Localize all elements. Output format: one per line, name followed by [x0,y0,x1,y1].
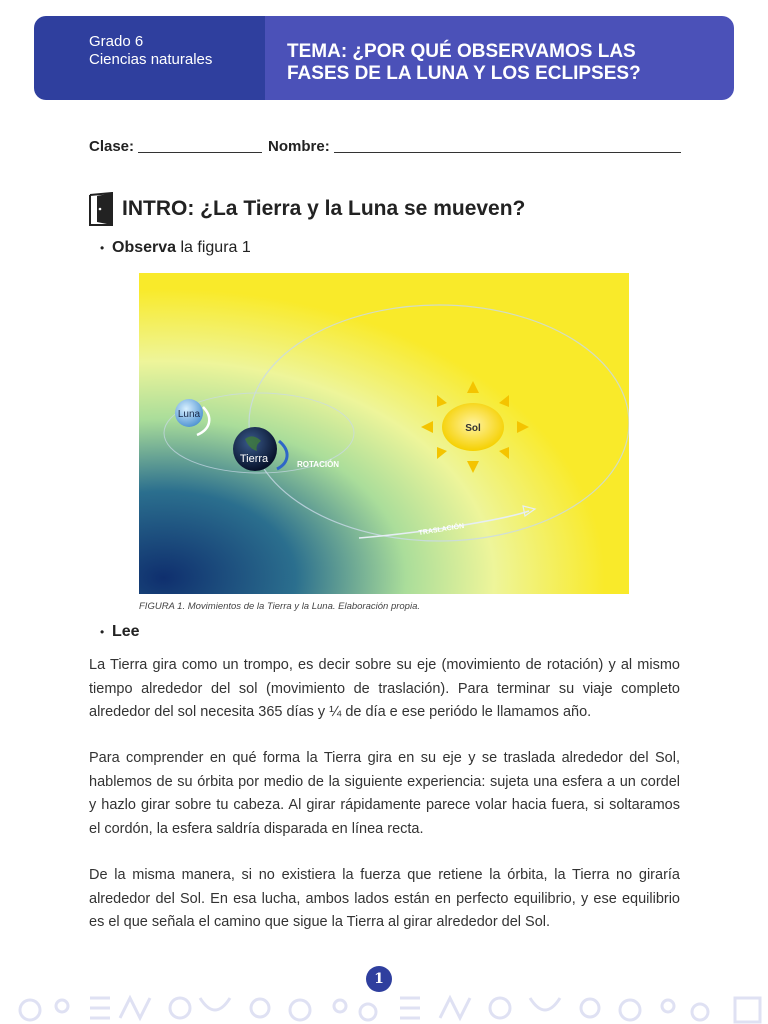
name-label: Nombre: [268,138,330,155]
grade-label: Grado 6 [89,33,144,50]
class-field[interactable] [138,136,262,153]
topic-line-1: TEMA: ¿POR QUÉ OBSERVAMOS LAS [287,41,636,62]
topic-line-2: FASES DE LA LUNA Y LOS ECLIPSES? [287,63,641,84]
class-label: Clase: [89,138,135,155]
student-form [89,136,681,155]
name-field[interactable] [334,136,681,153]
subject-label: Ciencias naturales [89,51,213,68]
paragraph-1: La Tierra gira como un trompo, es decir sobre su eje (movimiento de rotación) y al mismo tiempo alrededor del sol (movimiento de traslación). Para terminar su viaje completo alrededor del sol necesita 365 días y ¼ de día e ese periódo le llamamos año. [89,657,680,720]
paragraph-3: De la misma manera, si no existiera la fuerza que retiene la órbita, la Tierra no giraría alrededor del Sol. En esa lucha, ambos lados están en perfecto equilibrio, y ese equilibrio es el que señala el camino que sigue la Tierra al girar alrededor del Sol. [89,867,680,930]
figure-earth-moon-motion [139,273,629,594]
footer-decorative-pattern [0,992,768,1024]
door-icon [88,192,114,226]
header-topic-block [265,16,734,100]
translation-label: TRASLACIÓN [418,522,465,537]
figure-illustration [139,273,629,594]
header-subject-block [34,16,265,100]
paragraph-2: Para comprender en qué forma la Tierra gira en su eje y se traslada alrededor del Sol, hablemos de su órbita por medio de la siguiente experiencia: sujeta una esfera a un cordel y hazlo girar sobre tu cabeza. Al girar rápidamente parece volar hacia fuera, si soltaramos el cordón, la esfera saldría disparada en línea recta. [89,750,680,837]
earth-label: Tierra [239,453,269,465]
moon-label: Luna [177,409,201,420]
observe-rest: la figura 1 [176,239,251,256]
read-instruction: • Lee [100,623,140,640]
rotation-label: ROTACIÓN [297,460,340,469]
intro-heading [88,192,525,226]
page-number: 1 [366,966,392,992]
intro-title: INTRO: ¿La Tierra y la Luna se mueven? [122,197,526,220]
observe-bold: Observa [112,239,177,256]
sun-label: Sol [465,423,481,434]
observe-instruction: • Observa la figura 1 [100,239,251,256]
read-bold: Lee [112,623,140,640]
figure-caption: FIGURA 1. Movimientos de la Tierra y la Luna. Elaboración propia. [139,601,420,612]
page-header [34,16,734,100]
